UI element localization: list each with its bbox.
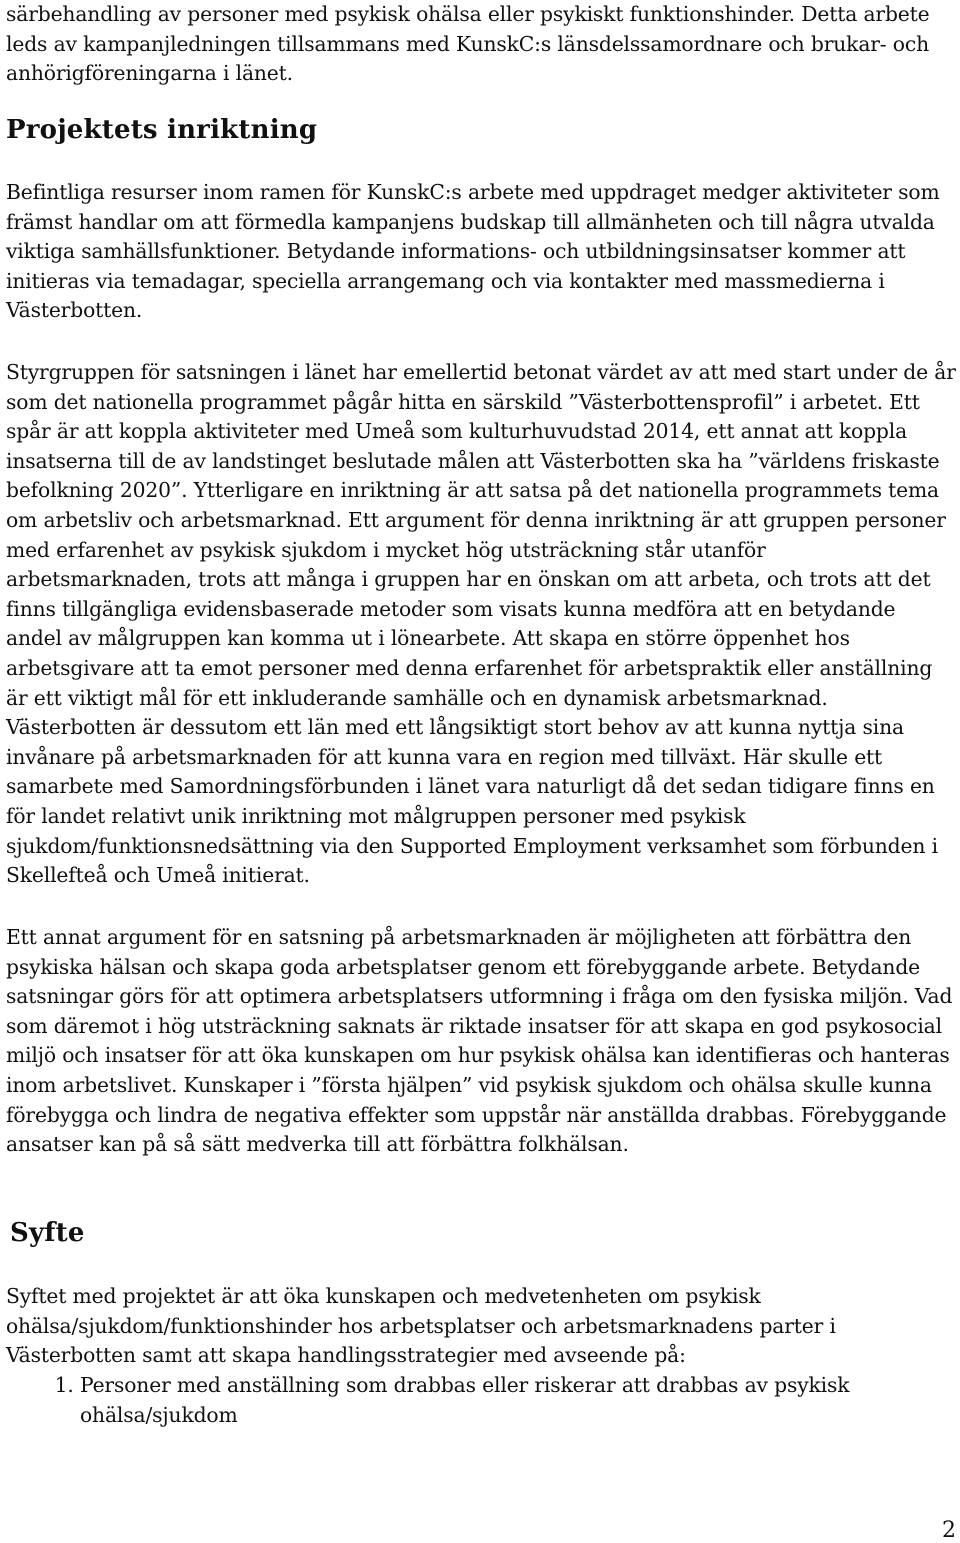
page-number: 2 xyxy=(942,1518,956,1543)
intro-paragraph: särbehandling av personer med psykisk ohälsa eller psykiskt funktionshinder. Detta arbete leds av kampanjledningen tillsammans med KunskC:s länsdelssamordnare och brukar- och anhörigföreningarna i länet. xyxy=(6,2,930,86)
list-item: 1. Personer med anställning som drabbas eller riskerar att drabbas av psykisk ohälsa/sjukdom xyxy=(80,1371,956,1430)
section-heading-projektets-inriktning: Projektets inriktning xyxy=(6,115,318,145)
paragraph-ett-annat-argument: Ett annat argument för en satsning på arbetsmarknaden är möjligheten att förbättra den psykiska hälsan och skapa goda arbetsplatser genom ett förebyggande arbete. Betydande satsningar görs för att optimera arbetsplatsers utformning i fråga om den fysiska miljön. Vad som däremot i hög utsträckning saknats är riktade insatser för att skapa en god psykosocial miljö och insatser för att öka kunskapen om hur psykisk ohälsa kan identifieras och hanteras inom arbetslivet. Kunskaper i ”första hjälpen” vid psykisk sjukdom och ohälsa skulle kunna förebygga och lindra de negativa effekter som uppstår när anställda drabbas. Förebyggande ansatser kan på så sätt medverka till att förbättra folkhälsan. xyxy=(6,925,953,1157)
paragraph-befintliga-resurser: Befintliga resurser inom ramen för KunskC:s arbete med uppdraget medger aktiviteter som främst handlar om att förmedla kampanjens budskap till allmänheten och till några utvalda viktiga samhällsfunktioner. Betydande informations- och utbildningsinsatser kommer att initieras via temadagar, speciella arrangemang och via kontakter med massmedierna i Västerbotten. xyxy=(6,180,940,323)
section-heading-syfte: Syfte xyxy=(10,1218,85,1248)
paragraph-syftet: Syftet med projektet är att öka kunskapen och medvetenheten om psykisk ohälsa/sjukdom/funktionshinder hos arbetsplatser och arbetsmarknadens parter i Västerbotten samt att skapa handlingsstrategier med avseende på: xyxy=(6,1284,836,1368)
purpose-list xyxy=(6,1371,956,1430)
paragraph-styrgruppen: Styrgruppen för satsningen i länet har emellertid betonat värdet av att med start under de år som det nationella programmet pågår hitta en särskild ”Västerbottensprofil” i arbetet. Ett spår är att koppla aktiviteter med Umeå som kulturhuvudstad 2014, ett annat att koppla insatserna till de av landstinget beslutade målen att Västerbotten ska ha ”världens friskaste befolkning 2020”. Ytterligare en inriktning är att satsa på det nationella programmets tema om arbetsliv och arbetsmarknad. Ett argument för denna inriktning är att gruppen personer med erfarenhet av psykisk sjukdom i mycket hög utsträckning står utanför arbetsmarknaden, trots att många i gruppen har en önskan om att arbeta, och trots att det finns tillgängliga evidensbaserade metoder som visats kunna medföra att en betydande andel av målgruppen kan komma ut i lönearbete. Att skapa en större öppenhet hos arbetsgivare att ta emot personer med denna erfarenhet för arbetspraktik eller anställning är ett viktigt mål för ett inkluderande samhälle och en dynamisk arbetsmarknad. Västerbotten är dessutom ett län med ett långsiktigt stort behov av att kunna nyttja sina invånare på arbetsmarknaden för att kunna vara en region med tillväxt. Här skulle ett samarbete med Samordningsförbunden i länet vara naturligt då det sedan tidigare finns en för landet relativt unik inriktning mot målgruppen personer med psykisk sjukdom/funktionsnedsättning via den Supported Employment verksamhet som förbunden i Skellefteå och Umeå initierat. xyxy=(6,360,956,888)
